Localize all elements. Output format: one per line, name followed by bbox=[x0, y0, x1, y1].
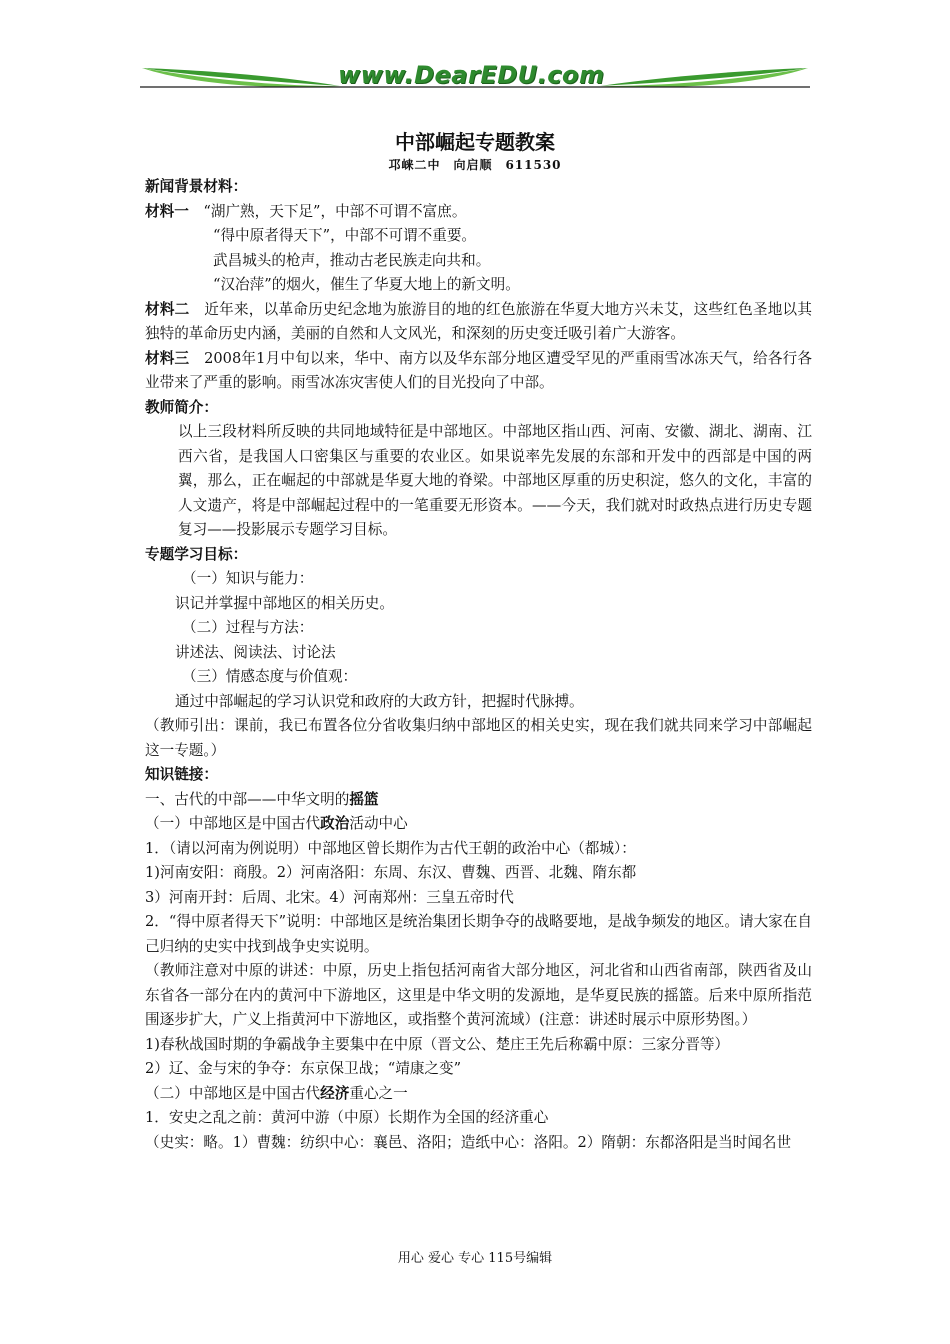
author-line: 邛崃二中 向启顺 611530 bbox=[388, 158, 562, 172]
line-text: “汉冶萍”的烟火，催生了华夏大地上的新文明。 bbox=[213, 276, 520, 293]
text-line bbox=[145, 959, 812, 1033]
line-text: 1．安史之乱之前：黄河中游（中原）长期作为全国的经济重心 bbox=[145, 1109, 549, 1126]
text-line bbox=[145, 200, 812, 225]
line-text: 教师简介： bbox=[145, 398, 218, 416]
line-text: （史实：略。1）曹魏：纺织中心：襄邑、洛阳；造纸中心：洛阳。2）隋朝：东都洛阳是当时闻名世 bbox=[145, 1133, 792, 1151]
page-footer: 用心 爱心 专心 115号编辑 bbox=[397, 1251, 553, 1266]
line-text: （教师引出：课前，我已布置各位分省收集归纳中部地区的相关史实，现在我们就共同来学习中部崛起这一专题。） bbox=[145, 717, 812, 759]
text-line bbox=[145, 861, 812, 886]
line-text: 以上三段材料所反映的共同地域特征是中部地区。中部地区指山西、河南、安徽、湖北、湖南、江西六省，是我国人口密集区与重要的农业区。如果说率先发展的东部和开发中的西部是中国的两翼，那么，正在崛起的中部就是华夏大地的脊梁。中部地区厚重的历史积淀，悠久的文化，丰富的人文遗产，将是中部崛起过程中的一笔重要无形资本。——今天，我们就对时政热点进行历史专题复习——投影展示专题学习目标。 bbox=[178, 423, 812, 538]
line-text: “得中原者得天下”，中部不可谓不重要。 bbox=[213, 227, 477, 244]
line-text: （一）知识与能力： bbox=[182, 570, 314, 587]
line-tail: 活动中心 bbox=[349, 815, 408, 832]
line-text: 专题学习目标： bbox=[145, 545, 248, 563]
text-line bbox=[145, 837, 812, 862]
line-text: 通过中部崛起的学习认识党和政府的大政方针，把握时代脉搏。 bbox=[175, 692, 584, 710]
text-line bbox=[145, 224, 812, 249]
line-text: 1．（请以河南为例说明）中部地区曾长期作为古代王朝的政治中心（都城）： bbox=[145, 839, 636, 857]
text-line bbox=[145, 249, 812, 274]
line-text: （教师注意对中原的讲述：中原，历史上指包括河南省大部分地区，河北省和山西省南部，陕西省及山东省各一部分在内的黄河中下游地区，这里是中华文明的发源地，是华夏民族的摇篮。后来中原所指范围逐步扩大，广义上指黄河中下游地区，或指整个黄河流域）(注意：讲述时展示中原形势图。） bbox=[145, 962, 812, 1028]
document-title: 中部崛起专题教案 bbox=[395, 130, 555, 154]
line-text: 3）河南开封：后周、北宋。4）河南郑州：三皇五帝时代 bbox=[145, 888, 514, 906]
line-text: 1)春秋战国时期的争霸战争主要集中在中原（晋文公、楚庄王先后称霸中原：三家分晋等） bbox=[145, 1035, 730, 1053]
line-text: （二）中部地区是中国古代 bbox=[145, 1084, 321, 1102]
line-text: 2．“得中原者得天下”说明：中部地区是统治集团长期争夺的战略要地，是战争频发的地区。请大家在自己归纳的史实中找到战争史实说明。 bbox=[145, 913, 812, 955]
text-line bbox=[145, 763, 812, 788]
line-text: （二）过程与方法： bbox=[182, 619, 314, 636]
text-line bbox=[145, 1082, 812, 1107]
site-logo: www.DearEDU.com bbox=[338, 61, 605, 89]
text-line bbox=[145, 273, 812, 298]
line-text: 武昌城头的枪声，推动古老民族走向共和。 bbox=[213, 251, 491, 269]
line-text: 2008年1月中旬以来，华中、南方以及华东部分地区遭受罕见的严重雨雪冰冻天气，给各行各业带来了严重的影响。雨雪冰冻灾害使人们的目光投向了中部。 bbox=[145, 349, 812, 391]
text-line bbox=[145, 420, 812, 543]
text-line bbox=[145, 886, 812, 911]
text-line bbox=[145, 690, 812, 715]
material-label: 材料二 bbox=[145, 300, 190, 318]
text-line bbox=[145, 714, 812, 763]
text-line bbox=[145, 175, 812, 200]
line-text: 2）辽、金与宋的争夺：东京保卫战；“靖康之变” bbox=[145, 1060, 462, 1077]
text-line bbox=[145, 298, 812, 347]
emphasis-text: 摇篮 bbox=[349, 790, 379, 808]
text-line bbox=[145, 812, 812, 837]
line-text: 讲述法、阅读法、讨论法 bbox=[175, 643, 336, 661]
material-label: 材料三 bbox=[145, 349, 190, 367]
material-label: 材料一 bbox=[145, 202, 189, 220]
line-text: 1)河南安阳：商殷。2）河南洛阳：东周、东汉、曹魏、西晋、北魏、隋东都 bbox=[145, 864, 637, 881]
emphasis-text: 政治 bbox=[320, 815, 350, 832]
line-text: （三）情感态度与价值观： bbox=[182, 668, 358, 685]
text-line bbox=[145, 567, 812, 592]
line-text: 一、古代的中部——中华文明的 bbox=[145, 790, 350, 808]
text-line bbox=[145, 543, 812, 568]
line-text: （一）中部地区是中国古代 bbox=[145, 815, 321, 832]
text-line bbox=[145, 1131, 812, 1156]
text-line bbox=[145, 1106, 812, 1131]
document-body bbox=[145, 175, 812, 1155]
text-line bbox=[145, 788, 812, 813]
text-line bbox=[145, 592, 812, 617]
line-text: 知识链接： bbox=[145, 766, 218, 783]
emphasis-text: 经济 bbox=[320, 1084, 350, 1102]
line-text: 识记并掌握中部地区的相关历史。 bbox=[175, 594, 394, 612]
line-text: 新闻背景材料： bbox=[145, 178, 248, 195]
text-line bbox=[145, 910, 812, 959]
line-tail: 重心之一 bbox=[349, 1084, 408, 1102]
header-banner bbox=[140, 56, 810, 100]
text-line bbox=[145, 616, 812, 641]
text-line bbox=[145, 347, 812, 396]
text-line bbox=[145, 396, 812, 421]
text-line bbox=[145, 1033, 812, 1058]
text-line bbox=[145, 641, 812, 666]
line-text: 近年来，以革命历史纪念地为旅游目的地的红色旅游在华夏大地方兴未艾，这些红色圣地以其独特的革命历史内涵，美丽的自然和人文风光，和深刻的历史变迁吸引着广大游客。 bbox=[145, 300, 812, 342]
line-text: “湖广熟，天下足”，中部不可谓不富庶。 bbox=[188, 202, 467, 220]
text-line bbox=[145, 665, 812, 690]
text-line bbox=[145, 1057, 812, 1082]
